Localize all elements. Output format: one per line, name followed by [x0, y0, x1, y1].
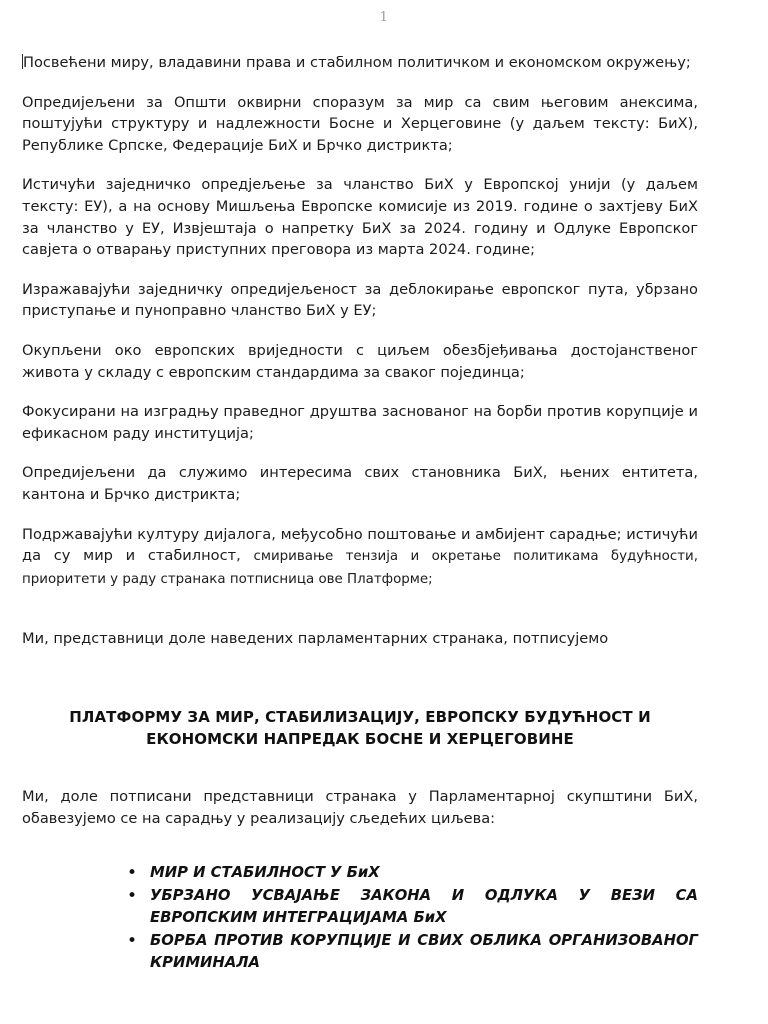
paragraph-7 [22, 462, 698, 505]
bullet-icon: • [127, 863, 138, 883]
paragraph-9-text: Ми, представници доле наведених парламентарних странака, потписујемо [22, 630, 609, 648]
paragraph-3-text: Истичући заједничко опредјељење за чланство БиХ у Европској унији (у даљем тексту: ЕУ), а на основу Мишљења Европске комисије из 2019. године о захтјеву БиХ за чланство у ЕУ, Извјештаја о напретку БиХ за 2024. годину и Одлуке Европског савјета о отварању приступних преговора из марта 2024. године; [22, 176, 698, 259]
paragraph-3 [22, 174, 698, 260]
closing-statement-text: Ми, доле потписани представници странака у Парламентарној скупштини БиХ, обавезујемо се на сарадњу у реализацију сљедећих циљева: [22, 788, 698, 827]
platform-title [22, 706, 698, 750]
paragraph-8-lead-text: Подржавајући културу дијалога, међусобно поштовање и амбијент сарадње; истичући да су мир и стабилност, [22, 525, 698, 565]
goal-item-text: УБРЗАНО УСВАЈАЊЕ ЗАКОНА И ОДЛУКА У ВЕЗИ СА ЕВРОПСКИМ ИНТЕГРАЦИЈАМА БиХ [150, 887, 698, 926]
paragraph-1 [22, 52, 698, 74]
paragraph-6 [22, 401, 698, 444]
paragraph-4-text: Изражавајући заједничку опредијељеност за деблокирање европског пута, убрзано приступање и пуноправно чланство БиХ у ЕУ; [22, 280, 698, 320]
paragraph-6-text: Фокусирани на изградњу праведног друштва заснованог на борби против корупције и ефикасном раду институција; [22, 403, 698, 442]
paragraph-5-text: Окупљени око европских вриједности с циљем обезбјеђивања достојанственог живота у складу с европским стандардима за сваког појединца; [22, 341, 698, 381]
bullet-icon: • [127, 886, 138, 906]
platform-title-line-2: ЕКОНОМСКИ НАПРЕДАК БОСНЕ И ХЕРЦЕГОВИНЕ [146, 730, 574, 748]
paragraph-7-text: Опредијељени да служимо интересима свих становника БиХ, њених ентитета, кантона и Брчко дистрикта; [22, 464, 698, 503]
platform-title-line-1: ПЛАТФОРМУ ЗА МИР, СТАБИЛИЗАЦИЈУ, ЕВРОПСКУ БУДУЋНОСТ И [69, 708, 651, 726]
paragraph-9 [22, 628, 698, 650]
list-item [22, 862, 698, 884]
goal-item-text: БОРБА ПРОТИВ КОРУПЦИЈЕ И СВИХ ОБЛИКА ОРГАНИЗОВАНОГ КРИМИНАЛА [150, 932, 698, 971]
paragraph-1-text: Посвећени миру, владавини права и стабилном политичком и економском окружењу; [23, 54, 691, 71]
paragraph-spacer [22, 608, 698, 628]
closing-statement [22, 786, 698, 847]
list-item [22, 930, 698, 974]
goals-list [22, 862, 698, 975]
list-item [22, 885, 698, 929]
paragraph-5 [22, 340, 698, 383]
paragraph-8 [22, 524, 698, 591]
goal-item-text: МИР И СТАБИЛНОСТ У БиХ [150, 864, 380, 881]
paragraph-2-text: Опредијељени за Општи оквирни споразум за мир са свим његовим анексима, поштујући структуру и надлежности Босне и Херцеговине (у даљем тексту: БиХ), Републике Српске, Федерације БиХ и Брчко дистрикта; [22, 93, 698, 154]
paragraph-4 [22, 279, 698, 322]
paragraph-2 [22, 92, 698, 157]
page-number: 1 [379, 10, 389, 25]
paragraph-8-small-text: смиривање тензија и окретање политикама будућности, приоритети у раду странака потписница ове Платформе; [22, 549, 698, 587]
document-body [22, 52, 698, 668]
bullet-icon: • [127, 931, 138, 951]
